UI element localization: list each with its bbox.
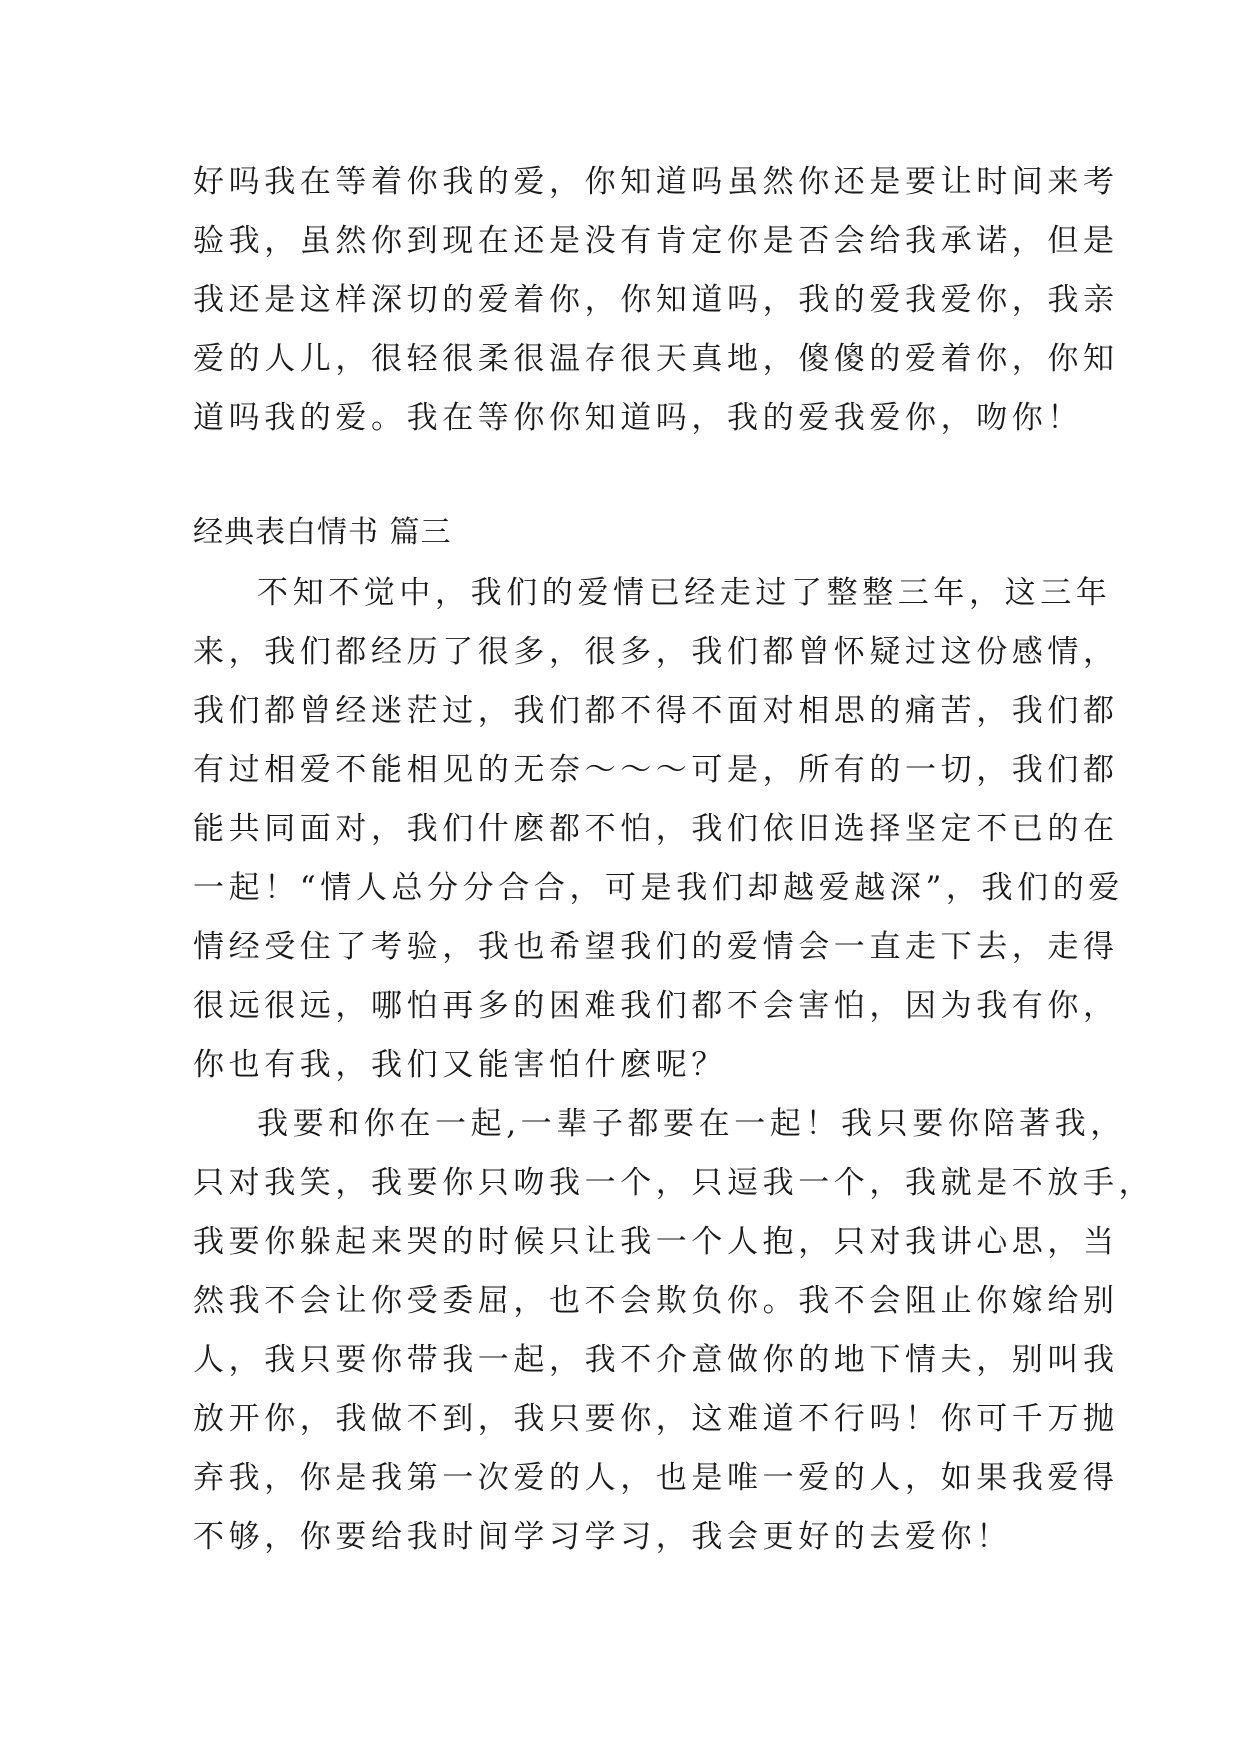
text-line: 人，我只要你带我一起，我不介意做你的地下情夫，别叫我 (193, 1342, 1119, 1378)
text-line: 好吗我在等着你我的爱，你知道吗虽然你还是要让时间来考 (193, 164, 1119, 200)
text-line: 情经受住了考验，我也希望我们的爱情会一直走下去，走得 (193, 929, 1119, 965)
text-line: 验我，虽然你到现在还是没有肯定你是否会给我承诺，但是 (193, 223, 1119, 259)
text-line: 只对我笑，我要你只吻我一个，只逗我一个，我就是不放手， (193, 1165, 1155, 1201)
text-line: 我们都曾经迷茫过，我们都不得不面对相思的痛苦，我们都 (193, 693, 1119, 729)
text-line: 然我不会让你受委屈，也不会欺负你。我不会阻止你嫁给别 (193, 1283, 1119, 1319)
text-line: 弃我，你是我第一次爱的人，也是唯一爱的人，如果我爱得 (193, 1460, 1119, 1496)
text-line: 我要和你在一起,一辈子都要在一起！我只要你陪著我， (257, 1106, 1126, 1142)
text-line: 我还是这样深切的爱着你，你知道吗，我的爱我爱你，我亲 (193, 282, 1119, 318)
text-line: 一起！“情人总分分合合，可是我们却越爱越深”，我们的爱 (193, 870, 1124, 906)
text-line: 你也有我，我们又能害怕什麽呢？ (193, 1047, 727, 1083)
text-line: 放开你，我做不到，我只要你，这难道不行吗！你可千万抛 (193, 1401, 1119, 1437)
text-line: 能共同面对，我们什麽都不怕，我们依旧选择坚定不已的在 (193, 811, 1119, 847)
text-line: 很远很远，哪怕再多的困难我们都不会害怕，因为我有你， (193, 988, 1119, 1024)
text-line: 不够，你要给我时间学习学习，我会更好的去爱你！ (193, 1519, 1012, 1555)
text-line: 有过相爱不能相见的无奈～～～可是，所有的一切，我们都 (193, 752, 1119, 788)
text-line: 我要你躲起来哭的时候只让我一个人抱，只对我讲心思，当 (193, 1224, 1119, 1260)
text-line: 来，我们都经历了很多，很多，我们都曾怀疑过这份感情， (193, 634, 1119, 670)
text-line: 不知不觉中，我们的爱情已经走过了整整三年，这三年 (257, 575, 1112, 611)
section-heading: 经典表白情书 篇三 (193, 515, 452, 550)
text-line: 爱的人儿，很轻很柔很温存很天真地，傻傻的爱着你，你知 (193, 341, 1119, 377)
text-line: 道吗我的爱。我在等你你知道吗，我的爱我爱你，吻你！ (193, 400, 1083, 436)
